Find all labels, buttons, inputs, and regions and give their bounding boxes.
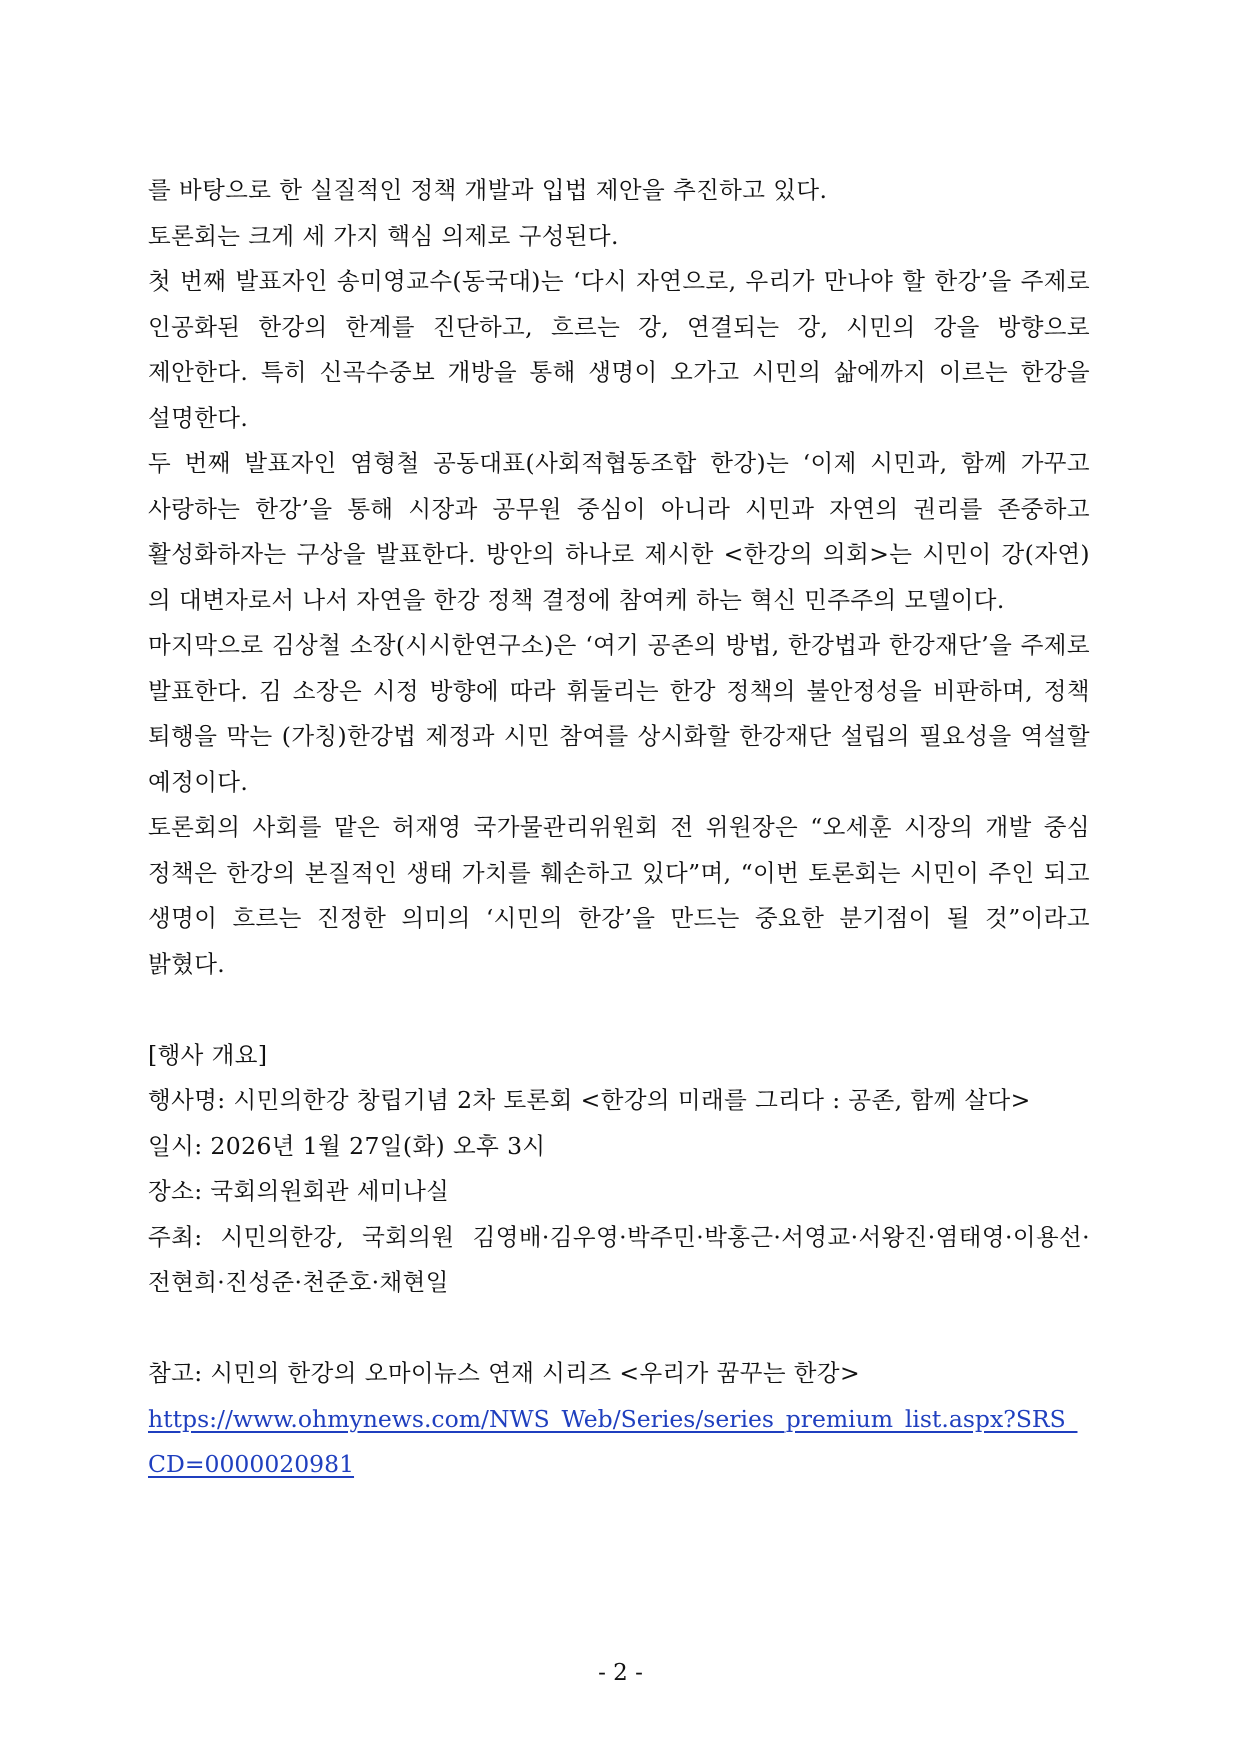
- reference-link[interactable]: https://www.ohmynews.com/NWS_Web/Series/series_premium_list.aspx?SRS_CD=0000020981: [148, 1404, 1078, 1478]
- reference-text: 참고: 시민의 한강의 오마이뉴스 연재 시리즈 <우리가 꿈꾸는 한강>: [148, 1359, 861, 1387]
- body-paragraph-2: 토론회는 크게 세 가지 핵심 의제로 구성된다.: [148, 221, 619, 250]
- document-body: [148, 168, 1090, 1488]
- spacer: [148, 1306, 1090, 1352]
- event-venue: 장소: 국회의원회관 세미나실: [148, 1177, 450, 1205]
- body-paragraph-6: 토론회의 사회를 맡은 허재영 국가물관리위원회 전 위원장은 “오세훈 시장의 개발 중심 정책은 한강의 본질적인 생태 가치를 훼손하고 있다”며, “이번 토론회는 시민이 주인 되고 생명이 흐르는 진정한 의미의 ‘시민의 한강’을 만드는 중요한 분기점이 될 것”이라고 밝혔다.: [148, 813, 1090, 978]
- event-heading: [행사 개요]: [148, 1040, 268, 1069]
- body-paragraph-5: 마지막으로 김상철 소장(시시한연구소)은 ‘여기 공존의 방법, 한강법과 한강재단’을 주제로 발표한다. 김 소장은 시정 방향에 따라 휘둘리는 한강 정책의 불안정성을 비판하며, 정책 퇴행을 막는 (가칭)한강법 제정과 시민 참여를 상시화할 한강재단 설립의 필요성을 역설할 예정이다.: [148, 631, 1090, 796]
- event-datetime: 일시: 2026년 1월 27일(화) 오후 3시: [148, 1131, 546, 1160]
- event-name: 행사명: 시민의한강 창립기념 2차 토론회 <한강의 미래를 그리다 : 공존, 함께 살다>: [148, 1086, 1031, 1114]
- body-paragraph-4: 두 번째 발표자인 염형철 공동대표(사회적협동조합 한강)는 ‘이제 시민과, 함께 가꾸고 사랑하는 한강’을 통해 시장과 공무원 중심이 아니라 시민과 자연의 권리를 존중하고 활성화하자는 구상을 발표한다. 방안의 하나로 제시한 <한강의 의회>는 시민이 강(자연)의 대변자로서 나서 자연을 한강 정책 결정에 참여케 하는 혁신 민주주의 모델이다.: [148, 449, 1090, 614]
- body-paragraph-1: 를 바탕으로 한 실질적인 정책 개발과 입법 제안을 추진하고 있다.: [148, 176, 828, 204]
- page-number: - 2 -: [598, 1660, 643, 1686]
- event-hosts: 주최: 시민의한강, 국회의원 김영배·김우영·박주민·박홍근·서영교·서왕진·염태영·이용선·전현희·진성준·천준호·채현일: [148, 1222, 1090, 1296]
- spacer: [148, 987, 1090, 1033]
- body-paragraph-3: 첫 번째 발표자인 송미영교수(동국대)는 ‘다시 자연으로, 우리가 만나야 할 한강’을 주제로 인공화된 한강의 한계를 진단하고, 흐르는 강, 연결되는 강, 시민의 강을 방향으로 제안한다. 특히 신곡수중보 개방을 통해 생명이 오가고 시민의 삶에까지 이르는 한강을 설명한다.: [148, 267, 1090, 432]
